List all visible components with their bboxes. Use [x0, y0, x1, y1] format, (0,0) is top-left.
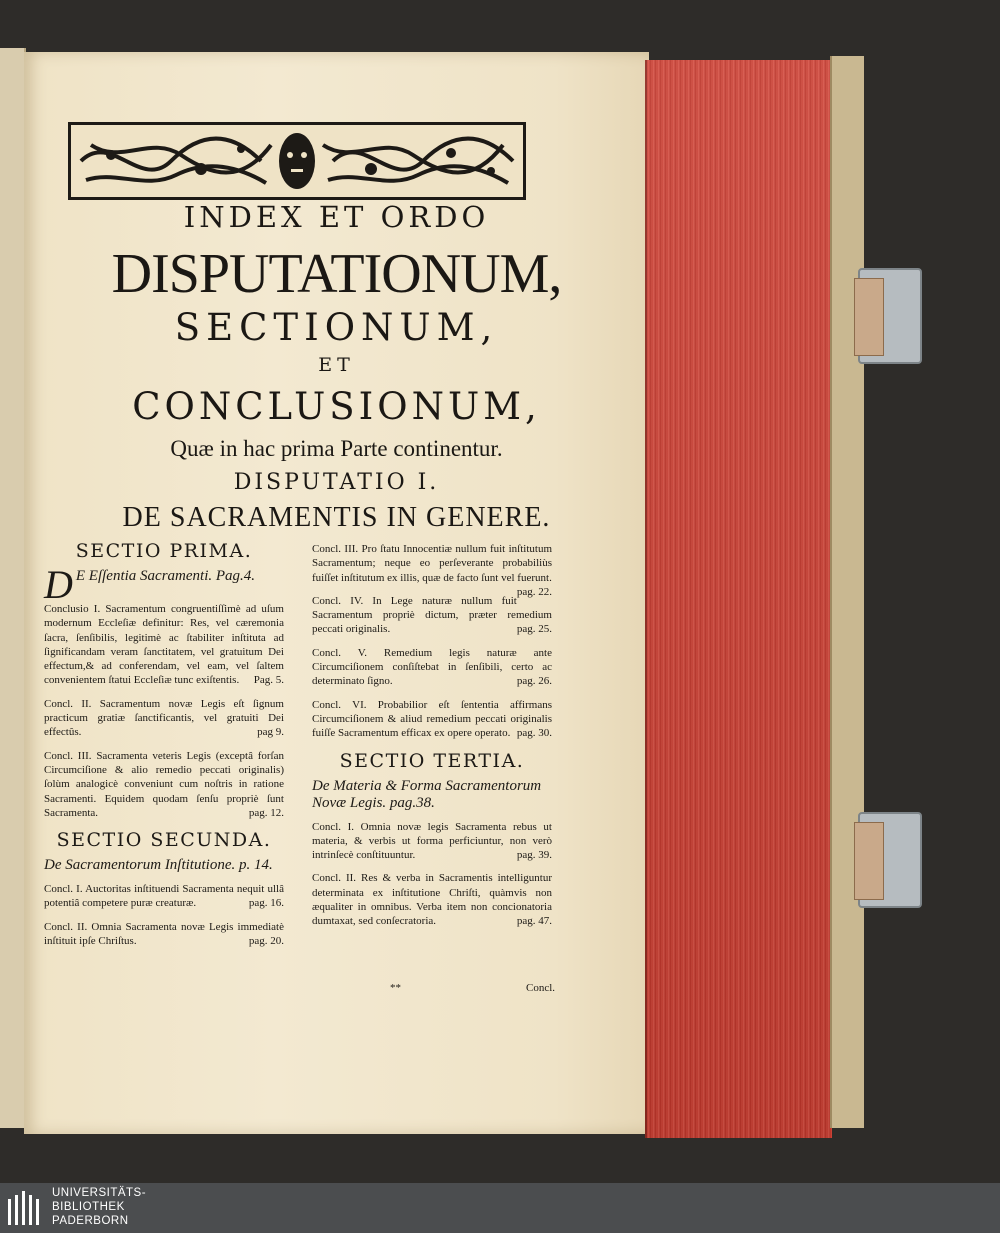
index-heading: INDEX ET ORDO [183, 200, 490, 234]
conclusion-entry: Concl. IV. In Lege naturæ nullum fuit Sacramentum propriè dictum, præter remedium peccati originalis. pag. 25. [312, 594, 552, 636]
section-heading: SECTIO TERTIA. [339, 749, 525, 772]
upper-clasp [858, 268, 922, 364]
conclusion-entry: Concl. II. Sacramentum novæ Legis eſt ſignum practicum gratiæ ſanctificantis, vel gratuiti Dei effectûs. pag 9. [44, 697, 284, 739]
library-logo-icon [8, 1191, 44, 1225]
drop-cap: D [44, 562, 73, 607]
headpiece-ornament [68, 122, 526, 200]
disputatio-label: DISPUTATIO I. [233, 470, 440, 495]
conclusionum-heading: CONCLUSIONUM, [132, 385, 541, 428]
conclusion-entry: Conclusio I. Sacramentum congruentiſſimè ad uſum modernum Eccleſiæ definitur: Res, vel cæremonia ſacra, ſenſibilis, legitimè ac ſtabiliter inſtituta ad ſignificandam veram ſanctitatem, vel gratuitum Dei effectum,& ad conferendam, vel eam, vel ſaltem convenientem ſtatui Eccleſiæ tunc exiſtentis. Pag. 5. [44, 603, 284, 687]
conclusion-entry: Concl. II. Res & verba in Sacramentis intelliguntur determinata ex inſtitutione Chriſti, quàmvis non æqualiter in omnibus. Verba item non concionatoria dumtaxat, sed conſecratoria. pag. 47. [312, 872, 552, 928]
lower-clasp [858, 812, 922, 908]
library-footer [0, 1183, 1000, 1233]
sectionum-heading: SECTIONUM, [174, 306, 499, 349]
subtitle: Quæ in hac prima Parte continentur. [170, 436, 503, 461]
et-heading: ET [318, 354, 355, 376]
disputatio-title: DE SACRAMENTIS IN GENERE. [122, 502, 551, 533]
conclusion-entry: Concl. III. Sacramenta veteris Legis (exceptâ forſan Circumciſione & alio remedio peccati originalis) ſolùm analogicè conveniunt cum noſtris in ratione Sacramenti. Equidem quodam ſenſu propriè ſunt Sacramenta. pag. 12. [44, 749, 284, 819]
signature-mark: ** [390, 982, 401, 994]
section-heading: SECTIO SECUNDA. [56, 829, 272, 852]
section-subtitle: De Sacramentorum Inſtitutione. p. 14. [44, 857, 273, 874]
conclusion-entry: Concl. III. Pro ſtatu Innocentiæ nullum fuit inſtitutum Sacramentum; neque eo perſeverante probabiliùs fuiſſet inſtitutum ex illis, quæ de facto ſunt vel fuerunt. pag. 22. [312, 543, 552, 598]
section-subtitle: De Materia & Forma Sacramentorum Novæ Legis. pag.38. [312, 777, 542, 811]
catchword: Concl. [526, 982, 556, 994]
left-page-edge [0, 48, 26, 1128]
section-subtitle: D E Eſſentia Sacramenti. Pag.4. [44, 562, 256, 607]
left-column [44, 540, 284, 957]
conclusion-entry: Concl. II. Omnia Sacramenta novæ Legis immediatè inſtituit ipſe Chriſtus. pag. 20. [44, 920, 284, 948]
conclusion-entry: Concl. I. Omnia novæ legis Sacramenta rebus ut materia, & verbis ut forma perficiuntur, non verò intrinſecè conſtituuntur. pag. 39. [312, 820, 552, 862]
library-name: UNIVERSITÄTS- BIBLIOTHEK PADERBORN [52, 1187, 147, 1227]
section-heading: SECTIO PRIMA. [75, 540, 253, 562]
disputationum-heading: DISPUTATIONUM, [111, 243, 562, 305]
conclusion-entry: Concl. VI. Probabilior eſt ſententia affirmans Circumciſionem & aliud remedium peccati originalis fuiſſe Sacramentum efficax ex opere operato. pag. 30. [312, 698, 552, 740]
conclusion-entry: Concl. I. Auctoritas inſtituendi Sacramenta nequit ullâ potentiâ competere puræ creaturæ. pag. 16. [44, 883, 284, 910]
right-column [312, 542, 552, 938]
conclusion-entry: Concl. V. Remedium legis naturæ ante Circumciſionem conſiſtebat in ſenſibili, certo ac determinato ſigno. pag. 26. [312, 646, 552, 688]
book-cover [830, 56, 864, 1128]
